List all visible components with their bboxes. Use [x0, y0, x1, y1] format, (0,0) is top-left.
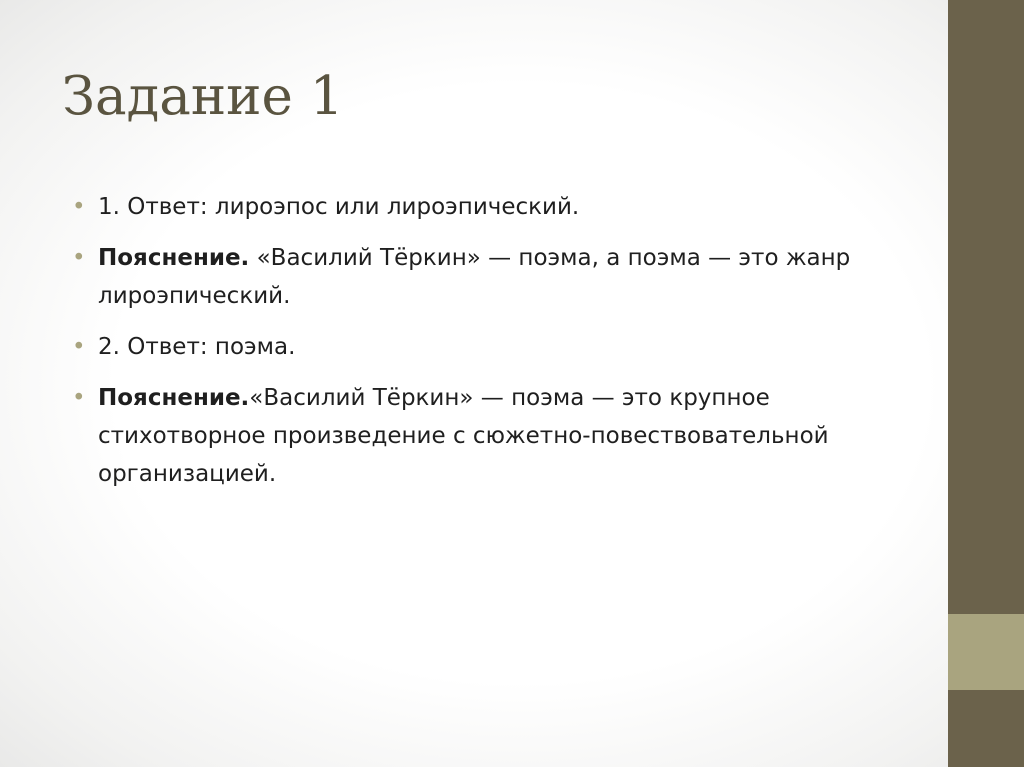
bullet-marker: • — [72, 194, 86, 220]
slide-title: Задание 1 — [62, 66, 344, 127]
bullet-item-explanation-1 — [72, 239, 892, 315]
bullet-label-bold: Пояснение. — [98, 385, 250, 411]
bullet-text: «Василий Тёркин» — поэма, а поэма — это жанр лироэпический. — [98, 245, 851, 309]
bullet-text: 1. Ответ: лироэпос или лироэпический. — [98, 194, 580, 220]
right-sidebar-band — [948, 0, 1024, 767]
bullet-label-bold: Пояснение. — [98, 245, 250, 271]
bullet-text: «Василий Тёркин» — поэма — это крупное стихотворное произведение с сюжетно-повествовательной организацией. — [98, 385, 829, 487]
bullet-item-explanation-2 — [72, 379, 892, 493]
bullet-list — [72, 188, 892, 506]
bullet-marker: • — [72, 334, 86, 360]
bullet-marker: • — [72, 245, 86, 271]
bullet-item-answer-1 — [72, 188, 892, 226]
sidebar-accent-block — [948, 614, 1024, 690]
bullet-marker: • — [72, 385, 86, 411]
bullet-item-answer-2 — [72, 328, 892, 366]
bullet-text: 2. Ответ: поэма. — [98, 334, 296, 360]
